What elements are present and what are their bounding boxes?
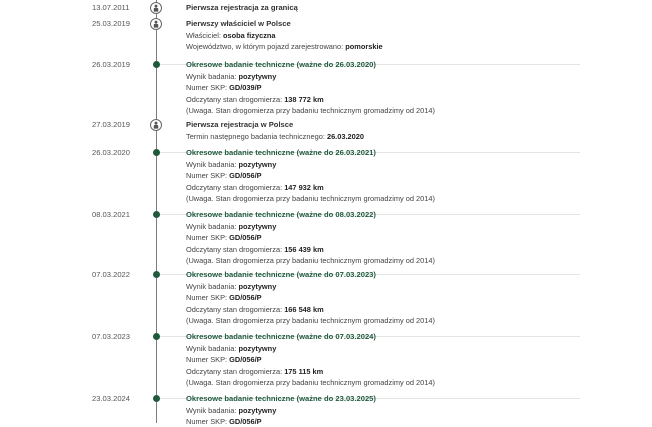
detail-value: pozytywny — [238, 281, 277, 291]
detail-label: Odczytany stan drogomierza: — [186, 304, 283, 314]
event-title: Okresowe badanie techniczne (ważne do 07.03.2024) — [186, 332, 376, 341]
event-detail — [186, 367, 323, 377]
event-date: 08.03.2021 — [92, 210, 131, 219]
event-date: 27.03.2019 — [92, 120, 131, 129]
event-dot-icon — [153, 61, 160, 68]
detail-value: GD/056/P — [229, 355, 262, 364]
event-title: Okresowe badanie techniczne (ważne do 07.03.2023) — [186, 270, 376, 279]
event-dot-icon — [153, 271, 160, 278]
detail-value: GD/056/P — [229, 293, 262, 302]
detail-label: Odczytany stan drogomierza: — [186, 244, 283, 254]
detail-label: (Uwaga. Stan drogomierza przy badaniu technicznym gromadzimy od 2014) — [186, 378, 435, 387]
detail-label: (Uwaga. Stan drogomierza przy badaniu technicznym gromadzimy od 2014) — [186, 106, 435, 115]
detail-label: Odczytany stan drogomierza: — [186, 366, 283, 376]
detail-value: pozytywny — [238, 405, 277, 415]
event-detail — [186, 355, 262, 365]
event-detail — [186, 42, 383, 52]
event-dot-icon — [153, 333, 160, 340]
detail-label: Odczytany stan drogomierza: — [186, 94, 283, 104]
detail-label: Wynik badania: — [186, 159, 237, 169]
event-date: 23.03.2024 — [92, 394, 131, 403]
detail-label: Numer SKP: — [186, 417, 228, 426]
detail-label: Wynik badania: — [186, 343, 237, 353]
detail-value: pozytywny — [238, 343, 277, 353]
event-title: Okresowe badanie techniczne (ważne do 26.03.2020) — [186, 60, 376, 69]
detail-label: Numer SKP: — [186, 293, 228, 302]
event-dot-icon — [153, 211, 160, 218]
event-date: 07.03.2023 — [92, 332, 131, 341]
detail-label: Odczytany stan drogomierza: — [186, 182, 283, 192]
detail-value: GD/039/P — [229, 83, 262, 92]
event-detail — [186, 83, 262, 93]
event-detail — [186, 222, 276, 232]
event-dot-icon — [153, 395, 160, 402]
event-detail — [186, 256, 435, 266]
event-date: 26.03.2019 — [92, 60, 131, 69]
detail-label: (Uwaga. Stan drogomierza przy badaniu technicznym gromadzimy od 2014) — [186, 316, 435, 325]
detail-label: Wynik badania: — [186, 281, 237, 291]
event-detail — [186, 282, 276, 292]
event-detail — [186, 31, 276, 41]
event-detail — [186, 171, 262, 181]
detail-value: 26.03.2020 — [326, 131, 364, 141]
event-detail — [186, 194, 435, 204]
event-title: Okresowe badanie techniczne (ważne do 23.03.2025) — [186, 394, 376, 403]
event-detail — [186, 233, 262, 243]
event-title: Pierwsza rejestracja w Polsce — [186, 120, 294, 129]
detail-label: Właściciel: — [186, 30, 221, 40]
detail-value: 166 548 km — [284, 304, 324, 314]
detail-label: Termin następnego badania technicznego: — [186, 131, 325, 141]
event-title: Pierwsza rejestracja za granicą — [186, 3, 298, 12]
detail-label: (Uwaga. Stan drogomierza przy badaniu technicznym gromadzimy od 2014) — [186, 256, 435, 265]
event-detail — [186, 293, 262, 303]
person-icon — [150, 119, 162, 131]
event-date: 25.03.2019 — [92, 19, 131, 28]
event-title: Okresowe badanie techniczne (ważne do 26.03.2021) — [186, 148, 376, 157]
detail-label: Wynik badania: — [186, 71, 237, 81]
event-detail — [186, 106, 435, 116]
detail-value: GD/056/P — [229, 233, 262, 242]
detail-value: GD/056/P — [229, 171, 262, 180]
event-title: Pierwszy właściciel w Polsce — [186, 19, 291, 28]
person-icon — [150, 18, 162, 30]
detail-value: pozytywny — [238, 221, 277, 231]
detail-value: 147 932 km — [284, 182, 324, 192]
detail-label: Województwo, w którym pojazd zarejestrowano: — [186, 42, 344, 51]
event-detail — [186, 95, 324, 105]
detail-label: Numer SKP: — [186, 171, 228, 180]
detail-value: 175 115 km — [284, 366, 324, 376]
event-date: 13.07.2011 — [92, 3, 130, 12]
event-detail — [186, 245, 324, 255]
detail-label: Wynik badania: — [186, 221, 237, 231]
detail-value: pomorskie — [345, 42, 383, 51]
detail-label: Numer SKP: — [186, 233, 228, 242]
event-detail — [186, 183, 324, 193]
detail-label: (Uwaga. Stan drogomierza przy badaniu technicznym gromadzimy od 2014) — [186, 194, 435, 203]
event-date: 07.03.2022 — [92, 270, 131, 279]
event-detail — [186, 378, 435, 388]
event-title: Okresowe badanie techniczne (ważne do 08.03.2022) — [186, 210, 376, 219]
detail-value: osoba fizyczna — [222, 30, 276, 40]
event-detail — [186, 344, 276, 354]
event-dot-icon — [153, 149, 160, 156]
event-detail — [186, 160, 276, 170]
event-detail — [186, 72, 276, 82]
event-detail — [186, 417, 262, 427]
person-icon — [150, 2, 162, 14]
event-date: 26.03.2020 — [92, 148, 131, 157]
event-detail — [186, 305, 324, 315]
detail-value: pozytywny — [238, 71, 277, 81]
detail-label: Wynik badania: — [186, 405, 237, 415]
detail-value: GD/056/P — [229, 417, 262, 426]
detail-value: 138 772 km — [284, 94, 324, 104]
event-detail — [186, 316, 435, 326]
event-detail — [186, 406, 276, 416]
detail-value: pozytywny — [238, 159, 277, 169]
event-detail — [186, 132, 364, 142]
detail-label: Numer SKP: — [186, 83, 228, 92]
detail-label: Numer SKP: — [186, 355, 228, 364]
detail-value: 156 439 km — [284, 244, 324, 254]
